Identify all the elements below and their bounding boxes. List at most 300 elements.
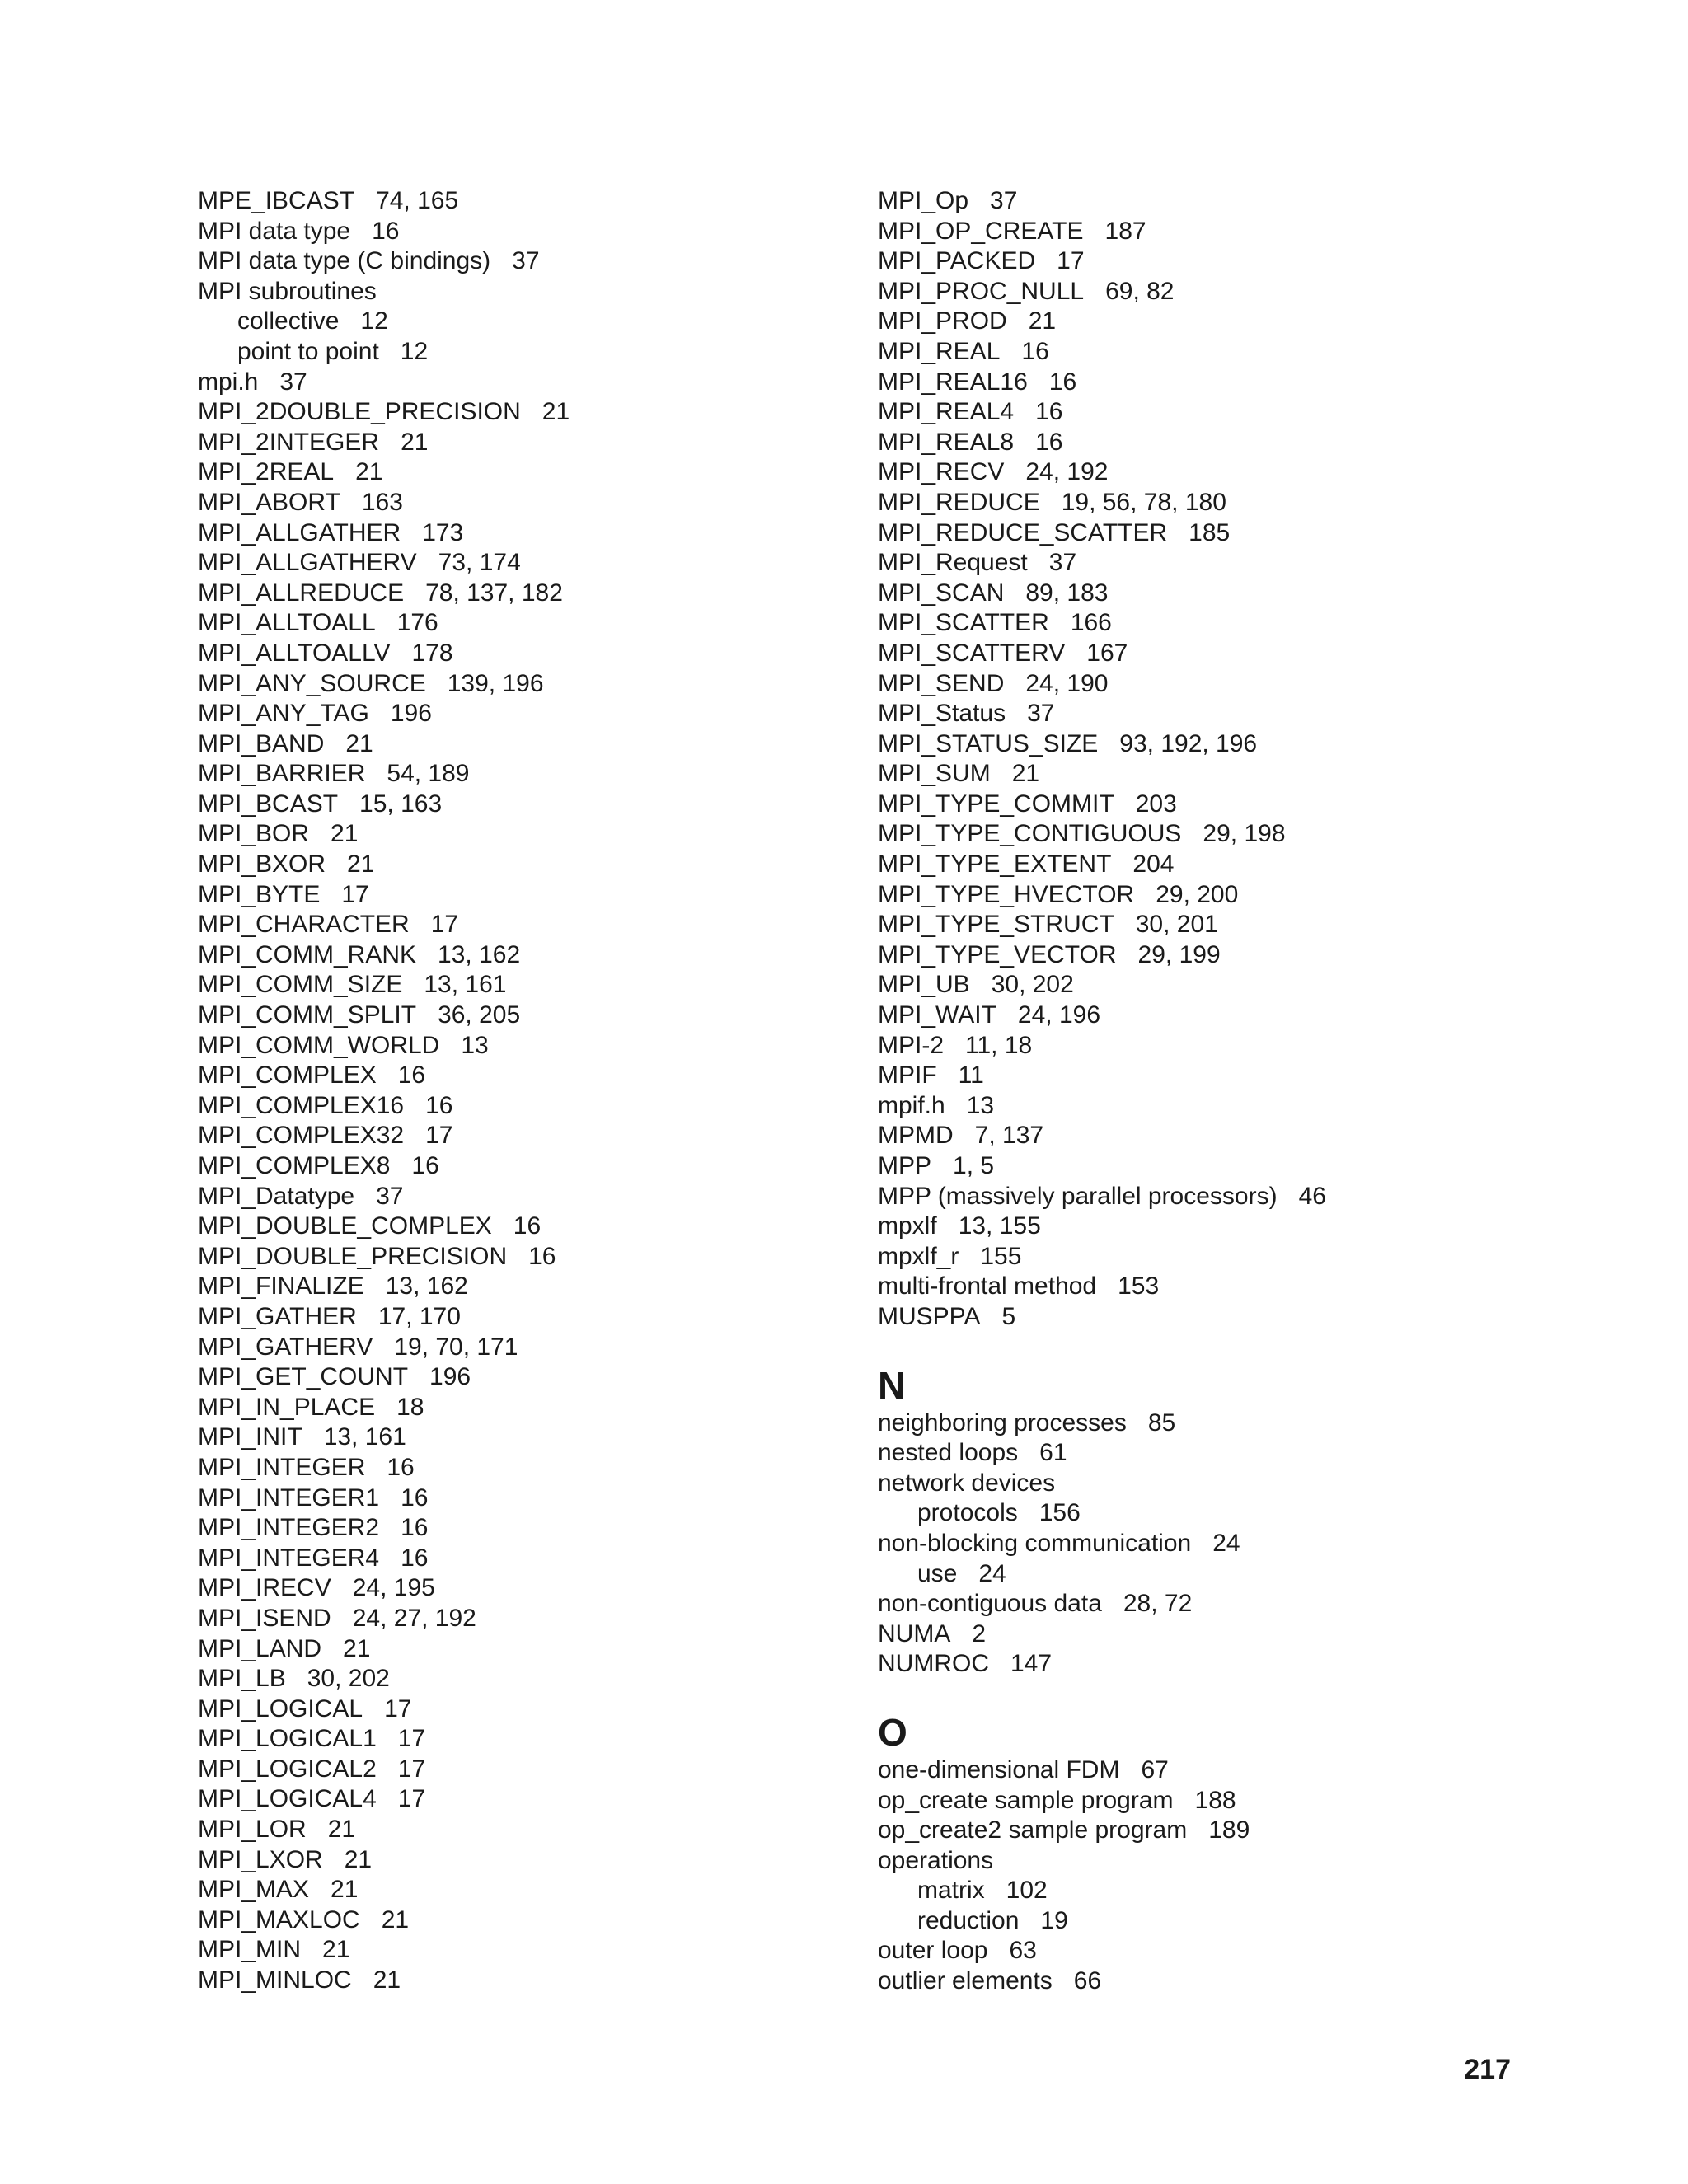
index-entry bbox=[198, 1061, 824, 1091]
index-letter-heading: O bbox=[878, 1710, 907, 1754]
index-page-refs: 21 bbox=[345, 729, 373, 757]
index-entry bbox=[878, 1151, 1504, 1182]
index-term: MPI_2DOUBLE_PRECISION bbox=[198, 398, 521, 426]
index-page-refs: 21 bbox=[381, 1905, 410, 1933]
index-page-refs: 102 bbox=[1006, 1877, 1048, 1905]
index-page-refs: 19 bbox=[1040, 1906, 1068, 1934]
index-entry bbox=[198, 1453, 824, 1483]
index-entry bbox=[198, 1001, 824, 1031]
index-term: op_create sample program bbox=[878, 1786, 1174, 1814]
index-term: MPI_ANY_SOURCE bbox=[198, 669, 426, 697]
index-page-refs: 166 bbox=[1070, 609, 1112, 637]
index-entry bbox=[198, 1544, 824, 1574]
index-entry bbox=[198, 1302, 824, 1333]
index-page-refs: 61 bbox=[1039, 1439, 1067, 1467]
index-term: MPI_2REAL bbox=[198, 458, 335, 486]
index-term: MPI_BAND bbox=[198, 729, 325, 757]
index-entry bbox=[878, 1001, 1504, 1031]
index-subentry bbox=[878, 1906, 1504, 1937]
index-entry bbox=[878, 1649, 1504, 1680]
index-page-refs: 89, 183 bbox=[1025, 579, 1109, 607]
index-page-refs: 147 bbox=[1010, 1650, 1053, 1678]
index-term: MPI_SCATTERV bbox=[878, 639, 1066, 667]
index-term: MPIF bbox=[878, 1062, 937, 1090]
index-term: MPI_MAXLOC bbox=[198, 1905, 360, 1933]
index-term: mpxlf bbox=[878, 1212, 937, 1240]
index-page-refs: 24, 27, 192 bbox=[352, 1604, 476, 1632]
index-page-refs: 17, 170 bbox=[377, 1302, 461, 1330]
index-entry bbox=[198, 1242, 824, 1272]
index-subentry bbox=[198, 307, 824, 337]
index-page-refs: 21 bbox=[343, 1634, 371, 1662]
index-entry bbox=[198, 1151, 824, 1182]
index-page-refs: 17 bbox=[384, 1694, 412, 1722]
index-term: MPI_MINLOC bbox=[198, 1966, 352, 1994]
index-entry bbox=[198, 186, 824, 217]
index-term: MPI_ALLTOALLV bbox=[198, 639, 391, 667]
index-term: MPI-2 bbox=[878, 1031, 945, 1059]
index-term: MPI_INTEGER bbox=[198, 1453, 366, 1481]
index-entry bbox=[198, 1091, 824, 1122]
index-term: MPI_REDUCE bbox=[878, 488, 1040, 516]
index-page-refs: 37 bbox=[512, 247, 540, 275]
index-entry bbox=[878, 880, 1504, 911]
index-page-refs: 21 bbox=[322, 1936, 350, 1964]
index-entry bbox=[878, 1936, 1504, 1966]
index-page-refs: 21 bbox=[347, 851, 375, 879]
index-page-refs: 19, 56, 78, 180 bbox=[1061, 488, 1226, 516]
index-entry bbox=[878, 1755, 1504, 1786]
index-term: use bbox=[917, 1559, 958, 1587]
index-page-refs: 37 bbox=[1048, 549, 1077, 577]
index-term: MPI_BYTE bbox=[198, 880, 321, 908]
index-page-refs: 189 bbox=[1208, 1816, 1250, 1844]
index-entry bbox=[878, 337, 1504, 368]
index-term: MPE_IBCAST bbox=[198, 187, 355, 214]
index-term: MPI_SEND bbox=[878, 669, 1005, 697]
index-entry bbox=[878, 1031, 1504, 1062]
index-page-refs: 29, 200 bbox=[1156, 880, 1239, 908]
index-term: MPI_Status bbox=[878, 700, 1006, 728]
index-term: MPI_MAX bbox=[198, 1876, 310, 1904]
index-term: network devices bbox=[878, 1469, 1056, 1497]
index-term: MPI_RECV bbox=[878, 458, 1005, 486]
index-entry bbox=[878, 1786, 1504, 1816]
index-page-refs: 204 bbox=[1132, 851, 1175, 879]
index-entry bbox=[198, 910, 824, 940]
index-term: MPI_TYPE_CONTIGUOUS bbox=[878, 820, 1182, 848]
index-letter-heading: N bbox=[878, 1363, 906, 1407]
index-entry bbox=[198, 1694, 824, 1725]
index-term: op_create2 sample program bbox=[878, 1816, 1188, 1844]
index-page-refs: 17 bbox=[425, 1122, 453, 1150]
index-entry bbox=[198, 729, 824, 760]
index-page-refs: 21 bbox=[542, 398, 570, 426]
index-term: MPI_COMM_WORLD bbox=[198, 1031, 440, 1059]
index-page-refs: 16 bbox=[401, 1544, 429, 1572]
index-entry bbox=[878, 1212, 1504, 1242]
index-term: MPI_ISEND bbox=[198, 1604, 331, 1632]
index-page-refs: 24 bbox=[1212, 1529, 1240, 1557]
index-page-refs: 1, 5 bbox=[953, 1152, 995, 1179]
index-term: MPI_DOUBLE_PRECISION bbox=[198, 1242, 508, 1270]
index-entry bbox=[878, 488, 1504, 518]
index-term: operations bbox=[878, 1846, 994, 1874]
index-entry bbox=[198, 428, 824, 458]
index-page-refs: 16 bbox=[372, 217, 400, 245]
index-entry bbox=[878, 1589, 1504, 1619]
index-term: MPP (massively parallel processors) bbox=[878, 1182, 1278, 1210]
index-entry bbox=[198, 1905, 824, 1936]
index-entry bbox=[198, 1333, 824, 1363]
index-term: MPI subroutines bbox=[198, 277, 377, 305]
index-entry bbox=[198, 518, 824, 549]
index-page-refs: 7, 137 bbox=[974, 1122, 1044, 1150]
index-term: MPI_COMPLEX16 bbox=[198, 1091, 405, 1119]
index-entry bbox=[198, 819, 824, 850]
index-page-refs: 24 bbox=[978, 1559, 1006, 1587]
index-term: MPI_PROD bbox=[878, 307, 1007, 335]
index-entry bbox=[878, 850, 1504, 880]
index-entry bbox=[878, 548, 1504, 579]
index-entry bbox=[198, 699, 824, 729]
index-term: MPI_SUM bbox=[878, 760, 991, 788]
index-page-refs: 12 bbox=[360, 307, 388, 335]
index-entry bbox=[198, 1362, 824, 1393]
index-entry bbox=[878, 639, 1504, 669]
index-entry bbox=[198, 1724, 824, 1755]
index-term: collective bbox=[237, 307, 340, 335]
index-entry bbox=[198, 368, 824, 398]
index-term: MPI_LAND bbox=[198, 1634, 322, 1662]
index-term: MPI_DOUBLE_COMPLEX bbox=[198, 1212, 492, 1240]
index-term: MPMD bbox=[878, 1122, 954, 1150]
index-page-refs: 13, 162 bbox=[385, 1272, 468, 1301]
index-entry bbox=[198, 669, 824, 700]
index-term: MPI_ALLGATHERV bbox=[198, 549, 417, 577]
index-page-refs: 73, 174 bbox=[438, 549, 521, 577]
index-term: MPI_INTEGER2 bbox=[198, 1514, 380, 1542]
index-page-refs: 21 bbox=[355, 458, 383, 486]
index-page-refs: 21 bbox=[331, 820, 359, 848]
index-entry bbox=[198, 1664, 824, 1694]
index-page-refs: 24, 195 bbox=[352, 1574, 435, 1602]
index-term: MPI_INTEGER4 bbox=[198, 1544, 380, 1572]
index-page-refs: 28, 72 bbox=[1123, 1590, 1193, 1618]
index-subentry bbox=[878, 1559, 1504, 1590]
index-subentry bbox=[878, 1876, 1504, 1906]
index-page-refs: 155 bbox=[980, 1242, 1022, 1270]
index-term: NUMA bbox=[878, 1619, 951, 1647]
index-term: MUSPPA bbox=[878, 1302, 981, 1330]
index-entry bbox=[878, 940, 1504, 971]
index-entry bbox=[198, 850, 824, 880]
index-term: mpi.h bbox=[198, 368, 259, 396]
index-term: MPI_GET_COUNT bbox=[198, 1363, 409, 1391]
index-term: MPI_MIN bbox=[198, 1936, 302, 1964]
index-term: MPI_PACKED bbox=[878, 247, 1036, 275]
index-entry bbox=[878, 217, 1504, 247]
index-term: MPI_REDUCE_SCATTER bbox=[878, 518, 1168, 546]
index-entry bbox=[198, 1272, 824, 1302]
index-page-refs: 163 bbox=[361, 488, 403, 516]
index-term: protocols bbox=[917, 1499, 1018, 1527]
index-page-refs: 13, 155 bbox=[958, 1212, 1041, 1240]
index-page-refs: 17 bbox=[341, 880, 369, 908]
index-term: matrix bbox=[917, 1877, 985, 1905]
index-page-refs: 16 bbox=[513, 1212, 542, 1240]
index-term: outer loop bbox=[878, 1937, 988, 1965]
index-page-refs: 21 bbox=[1028, 307, 1057, 335]
index-page-refs: 16 bbox=[1035, 398, 1063, 426]
index-page-refs: 13, 161 bbox=[323, 1423, 406, 1451]
index-term: MPI_REAL8 bbox=[878, 428, 1015, 456]
index-page-refs: 37 bbox=[376, 1182, 404, 1210]
index-page-refs: 17 bbox=[397, 1725, 426, 1753]
index-entry bbox=[878, 1061, 1504, 1091]
index-term: MPI_ALLREDUCE bbox=[198, 579, 405, 607]
index-entry bbox=[198, 759, 824, 790]
index-page-refs: 30, 202 bbox=[991, 971, 1074, 999]
index-entry bbox=[198, 1815, 824, 1845]
index-page-refs: 13, 162 bbox=[438, 940, 521, 968]
index-page-refs: 16 bbox=[387, 1453, 415, 1481]
index-entry bbox=[878, 759, 1504, 790]
index-entry bbox=[198, 579, 824, 609]
index-entry bbox=[198, 790, 824, 820]
index-entry bbox=[878, 186, 1504, 217]
index-entry bbox=[198, 548, 824, 579]
index-entry bbox=[878, 729, 1504, 760]
index-entry bbox=[198, 1845, 824, 1876]
index-page-refs: 29, 199 bbox=[1137, 940, 1221, 968]
index-page-refs: 16 bbox=[401, 1514, 429, 1542]
index-term: MPI_COMM_SPLIT bbox=[198, 1001, 417, 1029]
index-page-refs: 139, 196 bbox=[447, 669, 544, 697]
index-page-refs: 93, 192, 196 bbox=[1119, 729, 1258, 757]
index-page-refs: 21 bbox=[401, 428, 429, 456]
index-column-left bbox=[198, 186, 824, 1996]
index-entry bbox=[198, 1966, 824, 1996]
index-entry bbox=[878, 307, 1504, 337]
index-term: MPI_GATHERV bbox=[198, 1333, 373, 1361]
index-entry bbox=[198, 1483, 824, 1514]
index-page-refs: 17 bbox=[397, 1755, 426, 1783]
index-page-refs: 203 bbox=[1135, 790, 1177, 818]
index-page-refs: 173 bbox=[422, 518, 464, 546]
index-page-refs: 21 bbox=[331, 1876, 359, 1904]
page-number: 217 bbox=[1464, 2054, 1511, 2085]
index-term: MPI_TYPE_EXTENT bbox=[878, 851, 1112, 879]
index-term: NUMROC bbox=[878, 1650, 989, 1678]
index-term: MPI_BARRIER bbox=[198, 760, 366, 788]
index-entry bbox=[198, 1513, 824, 1544]
index-term: MPI_SCAN bbox=[878, 579, 1005, 607]
index-entry bbox=[878, 1182, 1504, 1212]
index-page-refs: 30, 201 bbox=[1135, 911, 1218, 939]
index-page-refs: 74, 165 bbox=[376, 187, 459, 214]
index-entry bbox=[198, 940, 824, 971]
index-page-refs: 24, 190 bbox=[1025, 669, 1109, 697]
index-entry bbox=[198, 457, 824, 488]
index-page-refs: 15, 163 bbox=[359, 790, 443, 818]
index-term: non-blocking communication bbox=[878, 1529, 1192, 1557]
index-entry bbox=[198, 1604, 824, 1634]
index-entry bbox=[878, 397, 1504, 428]
index-term: MPI_LB bbox=[198, 1665, 286, 1693]
index-entry bbox=[198, 217, 824, 247]
index-term: MPI_LOGICAL2 bbox=[198, 1755, 377, 1783]
index-entry bbox=[878, 1438, 1504, 1469]
index-entry bbox=[878, 368, 1504, 398]
index-entry bbox=[878, 1619, 1504, 1650]
index-term: MPI_COMPLEX32 bbox=[198, 1122, 405, 1150]
index-term: MPI_LOGICAL bbox=[198, 1694, 363, 1722]
index-entry bbox=[198, 880, 824, 911]
index-entry bbox=[198, 970, 824, 1001]
index-term: MPI_Datatype bbox=[198, 1182, 355, 1210]
index-entry bbox=[198, 1875, 824, 1905]
index-page-refs: 46 bbox=[1298, 1182, 1326, 1210]
index-page-refs: 29, 198 bbox=[1203, 820, 1286, 848]
index-page-refs: 5 bbox=[1001, 1302, 1016, 1330]
index-entry bbox=[198, 1393, 824, 1423]
index-page-refs: 37 bbox=[1027, 700, 1055, 728]
index-page-refs: 16 bbox=[425, 1091, 453, 1119]
index-term: MPI_REAL16 bbox=[878, 368, 1028, 396]
index-entry bbox=[878, 1846, 1504, 1877]
index-entry bbox=[878, 1469, 1504, 1499]
index-page-refs: 178 bbox=[411, 639, 453, 667]
index-page-refs: 16 bbox=[1021, 337, 1049, 365]
index-page-refs: 24, 196 bbox=[1017, 1001, 1100, 1029]
index-term: MPI_COMM_SIZE bbox=[198, 971, 403, 999]
index-page-refs: 30, 202 bbox=[307, 1665, 390, 1693]
index-entry bbox=[878, 1242, 1504, 1272]
index-entry bbox=[198, 1935, 824, 1966]
index-entry bbox=[198, 608, 824, 639]
index-term: MPI_Request bbox=[878, 549, 1028, 577]
index-page-refs: 24, 192 bbox=[1025, 458, 1109, 486]
index-entry bbox=[198, 1634, 824, 1665]
index-term: outlier elements bbox=[878, 1967, 1053, 1995]
index-term: MPI_LXOR bbox=[198, 1845, 323, 1873]
index-entry bbox=[878, 518, 1504, 549]
index-entry bbox=[878, 1816, 1504, 1846]
index-page-refs: 12 bbox=[400, 337, 429, 365]
index-page-refs: 69, 82 bbox=[1105, 277, 1175, 305]
index-page-refs: 16 bbox=[1035, 428, 1063, 456]
index-entry bbox=[878, 790, 1504, 820]
index-term: MPI_CHARACTER bbox=[198, 911, 410, 939]
index-term: MPI_PROC_NULL bbox=[878, 277, 1085, 305]
index-entry bbox=[198, 277, 824, 307]
index-page-refs: 167 bbox=[1086, 639, 1128, 667]
index-page-refs: 66 bbox=[1073, 1967, 1102, 1995]
index-page-refs: 16 bbox=[401, 1483, 429, 1511]
index-entry bbox=[878, 457, 1504, 488]
index-page-refs: 37 bbox=[990, 187, 1018, 214]
index-term: MPI_ABORT bbox=[198, 488, 340, 516]
index-entry bbox=[878, 246, 1504, 277]
index-term: MPI_LOGICAL4 bbox=[198, 1785, 377, 1813]
index-page-refs: 196 bbox=[429, 1363, 471, 1391]
index-page-refs: 16 bbox=[397, 1062, 426, 1090]
index-entry bbox=[878, 1966, 1504, 1997]
index-term: MPI_SCATTER bbox=[878, 609, 1049, 637]
index-term: MPI_OP_CREATE bbox=[878, 217, 1084, 245]
index-term: reduction bbox=[917, 1906, 1020, 1934]
index-page-refs: 78, 137, 182 bbox=[425, 579, 563, 607]
index-subentry bbox=[878, 1498, 1504, 1529]
index-page-refs: 2 bbox=[972, 1619, 987, 1647]
index-page-refs: 16 bbox=[411, 1152, 439, 1179]
index-entry bbox=[198, 1573, 824, 1604]
index-page-refs: 18 bbox=[396, 1393, 424, 1421]
index-term: MPI_COMPLEX8 bbox=[198, 1152, 391, 1179]
index-page-refs: 13 bbox=[461, 1031, 489, 1059]
index-page-refs: 17 bbox=[430, 911, 459, 939]
index-term: MPI_INIT bbox=[198, 1423, 302, 1451]
index-term: MPI_COMM_RANK bbox=[198, 940, 417, 968]
index-page-refs: 176 bbox=[396, 609, 438, 637]
index-term: MPI_LOGICAL1 bbox=[198, 1725, 377, 1753]
index-term: MPI_IN_PLACE bbox=[198, 1393, 376, 1421]
index-page-refs: 156 bbox=[1039, 1499, 1081, 1527]
index-term: MPI_REAL4 bbox=[878, 398, 1015, 426]
index-term: MPI_TYPE_STRUCT bbox=[878, 911, 1114, 939]
index-entry bbox=[198, 1031, 824, 1062]
index-entry bbox=[198, 639, 824, 669]
index-entry bbox=[878, 819, 1504, 850]
index-term: MPP bbox=[878, 1152, 932, 1179]
index-entry bbox=[198, 1422, 824, 1453]
index-term: MPI_LOR bbox=[198, 1816, 307, 1844]
index-entry bbox=[198, 488, 824, 518]
index-term: MPI_TYPE_VECTOR bbox=[878, 940, 1117, 968]
index-entry bbox=[198, 1182, 824, 1212]
index-term: mpxlf_r bbox=[878, 1242, 959, 1270]
index-entry bbox=[198, 397, 824, 428]
index-term: one-dimensional FDM bbox=[878, 1755, 1120, 1783]
index-entry bbox=[878, 428, 1504, 458]
index-page-refs: 19, 70, 171 bbox=[394, 1333, 518, 1361]
index-term: MPI_2INTEGER bbox=[198, 428, 380, 456]
index-term: multi-frontal method bbox=[878, 1272, 1097, 1301]
index-entry bbox=[878, 970, 1504, 1001]
index-term: MPI_IRECV bbox=[198, 1574, 331, 1602]
index-term: MPI_Op bbox=[878, 187, 969, 214]
index-entry bbox=[878, 1302, 1504, 1333]
index-page-refs: 21 bbox=[327, 1816, 356, 1844]
index-term: MPI_BCAST bbox=[198, 790, 339, 818]
index-term: MPI_COMPLEX bbox=[198, 1062, 377, 1090]
index-term: MPI_REAL bbox=[878, 337, 1001, 365]
index-entry bbox=[198, 1121, 824, 1151]
index-entry bbox=[878, 1272, 1504, 1302]
index-page-refs: 36, 205 bbox=[438, 1001, 521, 1029]
index-term: MPI_GATHER bbox=[198, 1302, 357, 1330]
index-term: MPI_STATUS_SIZE bbox=[878, 729, 1099, 757]
index-page-refs: 17 bbox=[1057, 247, 1085, 275]
index-term: MPI_TYPE_HVECTOR bbox=[878, 880, 1135, 908]
index-entry bbox=[878, 579, 1504, 609]
index-entry bbox=[878, 1529, 1504, 1559]
index-column-right bbox=[878, 186, 1504, 1997]
index-term: point to point bbox=[237, 337, 379, 365]
index-term: MPI_UB bbox=[878, 971, 970, 999]
index-term: MPI_TYPE_COMMIT bbox=[878, 790, 1114, 818]
